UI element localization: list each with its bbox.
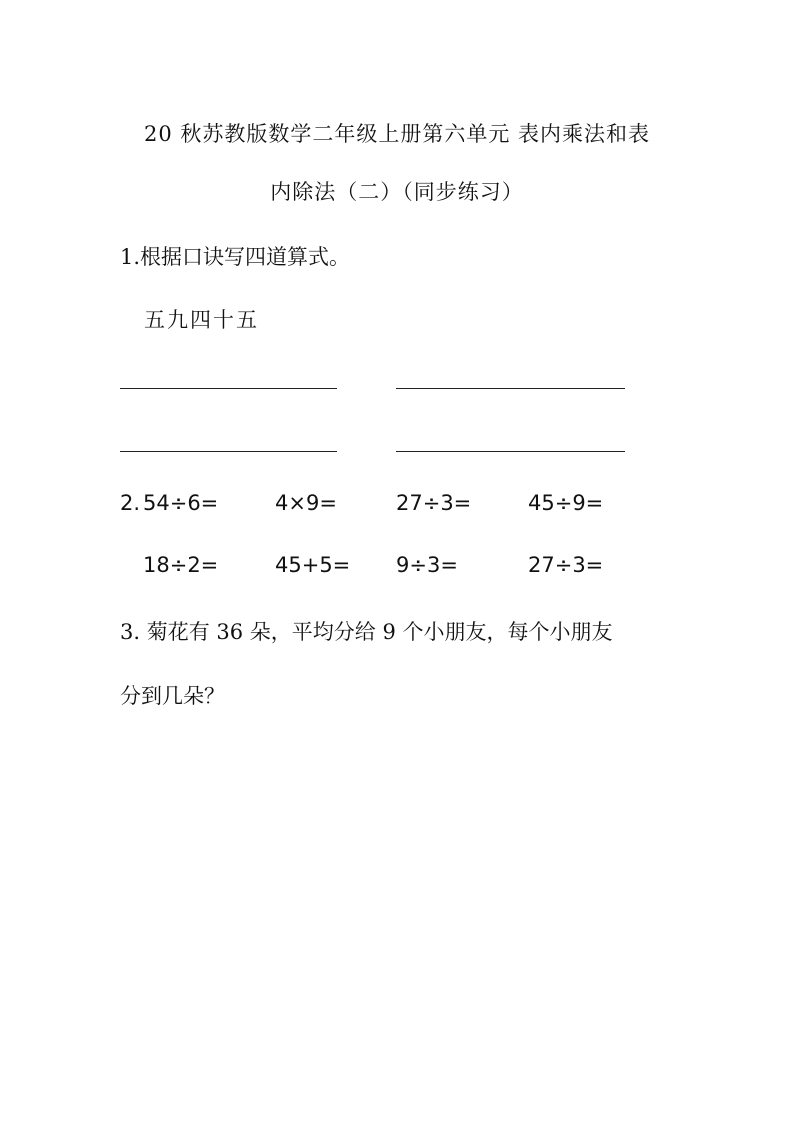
equation-2-1: 18÷2= — [143, 553, 219, 577]
question-3-text-line-2: 分到几朵？ — [120, 684, 225, 708]
answer-blank-3[interactable] — [120, 451, 337, 452]
equation-1-4: 45÷9= — [528, 491, 604, 515]
worksheet-title-line-1: 20 秋苏教版数学二年级上册第六单元 表内乘法和表 — [143, 122, 651, 146]
equation-2-4: 27÷3= — [528, 553, 604, 577]
worksheet-title-line-2: 内除法（二）（同步练习） — [270, 180, 524, 204]
question-3-text-line-1: 3. 菊花有 36 朵，平均分给 9 个小朋友，每个小朋友 — [120, 620, 613, 644]
equation-1-1: 54÷6= — [143, 491, 219, 515]
equation-2-2: 45+5= — [275, 553, 351, 577]
question-1-prompt: 1.根据口诀写四道算式。 — [120, 245, 351, 269]
answer-blank-2[interactable] — [396, 388, 625, 389]
equation-2-3: 9÷3= — [396, 553, 458, 577]
answer-blank-1[interactable] — [120, 388, 337, 389]
equation-1-3: 27÷3= — [396, 491, 472, 515]
equation-1-2: 4×9= — [275, 491, 337, 515]
question-1-rhyme: 五九四十五 — [144, 308, 259, 332]
question-2-number: 2. — [120, 491, 141, 515]
answer-blank-4[interactable] — [396, 451, 625, 452]
